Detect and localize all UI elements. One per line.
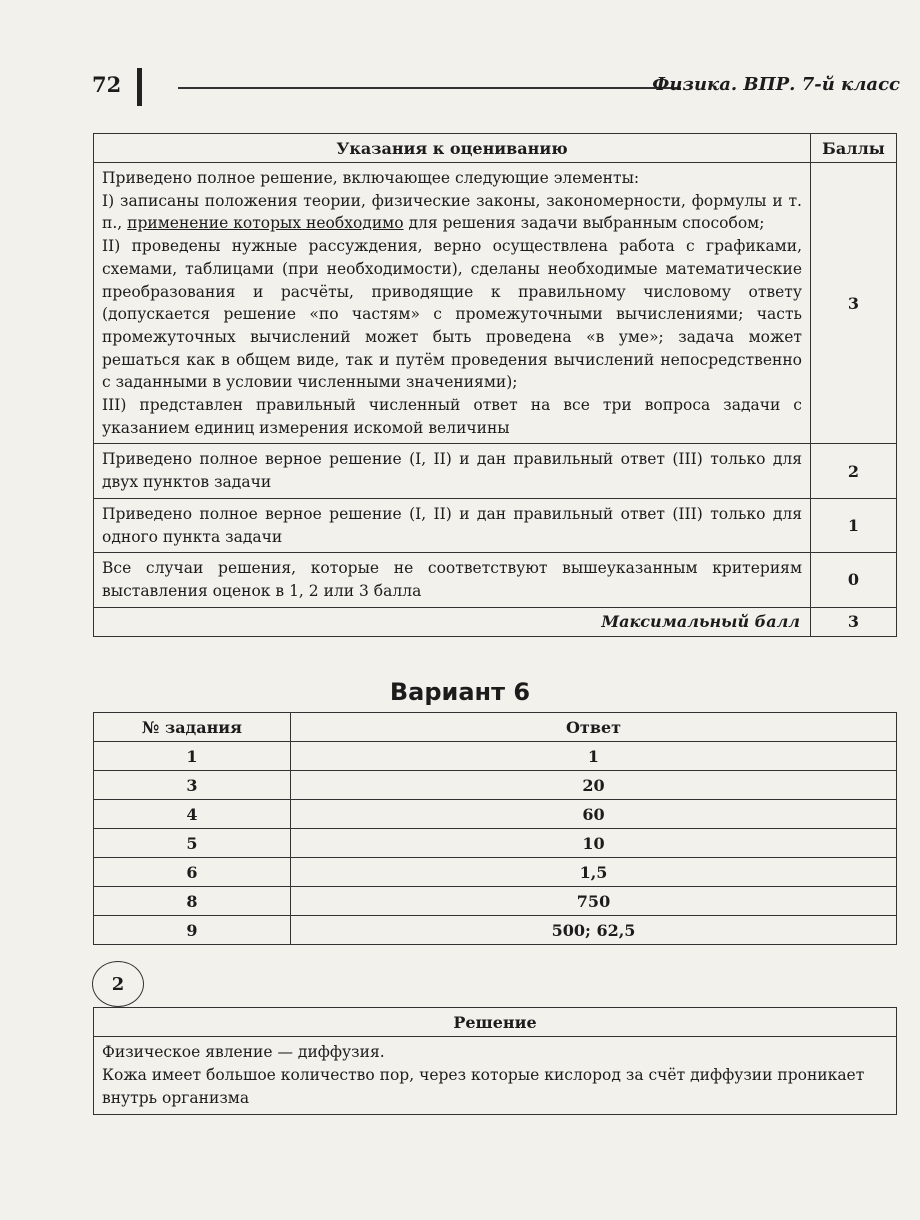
table-row (94, 887, 897, 916)
running-title: Физика. ВПР. 7-й класс (652, 74, 900, 95)
answer-value: 20 (291, 771, 897, 800)
task-number: 8 (94, 887, 291, 916)
task-number: 9 (94, 916, 291, 945)
criteria-cell (94, 163, 811, 444)
solution-line: Кожа имеет большое количество пор, через которые кислород за счёт диффузии проникает внутрь организма (102, 1066, 865, 1107)
criteria-item-1: I) записаны положения теории, физические законы, закономерности, формулы и т. п., применение которых необходимо для решения задачи выбранным способом; (102, 191, 802, 233)
max-score-value: 3 (811, 607, 897, 636)
answer-value: 1 (291, 742, 897, 771)
criteria-item-3: III) представлен правильный численный ответ на все три вопроса задачи с указанием единиц измерения искомой величины (102, 396, 802, 437)
page-number: 72 (92, 72, 122, 97)
scoring-row (94, 163, 897, 444)
max-score-label: Максимальный балл (94, 607, 811, 636)
task-number-badge: 2 (92, 961, 144, 1007)
page-number-bar (137, 68, 142, 106)
answer-value: 60 (291, 800, 897, 829)
answer-value: 750 (291, 887, 897, 916)
task-number-header: № задания (94, 713, 291, 742)
criteria-intro: Приведено полное решение, включающее следующие элементы: (102, 169, 640, 187)
solution-header: Решение (94, 1008, 897, 1037)
answers-header-row (94, 713, 897, 742)
task-number: 3 (94, 771, 291, 800)
solution-header-row (94, 1008, 897, 1037)
answer-value: 1,5 (291, 858, 897, 887)
solution-table (93, 1007, 897, 1115)
solution-cell (94, 1037, 897, 1115)
task-number: 1 (94, 742, 291, 771)
task-number: 5 (94, 829, 291, 858)
points-cell: 0 (811, 553, 897, 607)
criteria-item-2: II) проведены нужные рассуждения, верно осуществлена работа с графиками, схемами, таблицами (при необходимости), сделаны необходимые математические преобразования и расчёты, приводящие к правильному числовому ответу (допускается решение «по частям» с промежуточными вычислениями; часть промежуточных вычислений может быть проведена «в уме»; задача может решаться как в общем виде, так и путём проведения вычислений непосредственно с заданными в условии численными значениями); (102, 237, 802, 392)
variant-title: Вариант 6 (389, 678, 531, 706)
criteria-cell: Приведено полное верное решение (I, II) и дан правильный ответ (III) только для двух пунктов задачи (94, 444, 811, 498)
answer-value: 10 (291, 829, 897, 858)
scoring-row (94, 444, 897, 498)
answers-table (93, 712, 897, 945)
table-row (94, 771, 897, 800)
scoring-row (94, 553, 897, 607)
points-column-header: Баллы (811, 134, 897, 163)
task-number: 4 (94, 800, 291, 829)
underlined-phrase: применение которых необходимо (127, 214, 404, 233)
table-row (94, 800, 897, 829)
table-row (94, 858, 897, 887)
solution-line: Физическое явление — диффузия. (102, 1043, 385, 1061)
criteria-cell: Приведено полное верное решение (I, II) и дан правильный ответ (III) только для одного пункта задачи (94, 498, 811, 552)
points-cell: 3 (811, 163, 897, 444)
solution-row (94, 1037, 897, 1115)
max-score-row (94, 607, 897, 636)
scoring-row (94, 498, 897, 552)
points-cell: 1 (811, 498, 897, 552)
scoring-header-row (94, 134, 897, 163)
criteria-cell: Все случаи решения, которые не соответствуют вышеуказанным критериям выставления оценок в 1, 2 или 3 балла (94, 553, 811, 607)
answer-header: Ответ (291, 713, 897, 742)
scoring-table (93, 133, 897, 637)
table-row (94, 742, 897, 771)
criteria-column-header: Указания к оцениванию (94, 134, 811, 163)
task-number: 6 (94, 858, 291, 887)
header-rule (178, 87, 681, 89)
points-cell: 2 (811, 444, 897, 498)
answer-value: 500; 62,5 (291, 916, 897, 945)
table-row (94, 829, 897, 858)
table-row (94, 916, 897, 945)
